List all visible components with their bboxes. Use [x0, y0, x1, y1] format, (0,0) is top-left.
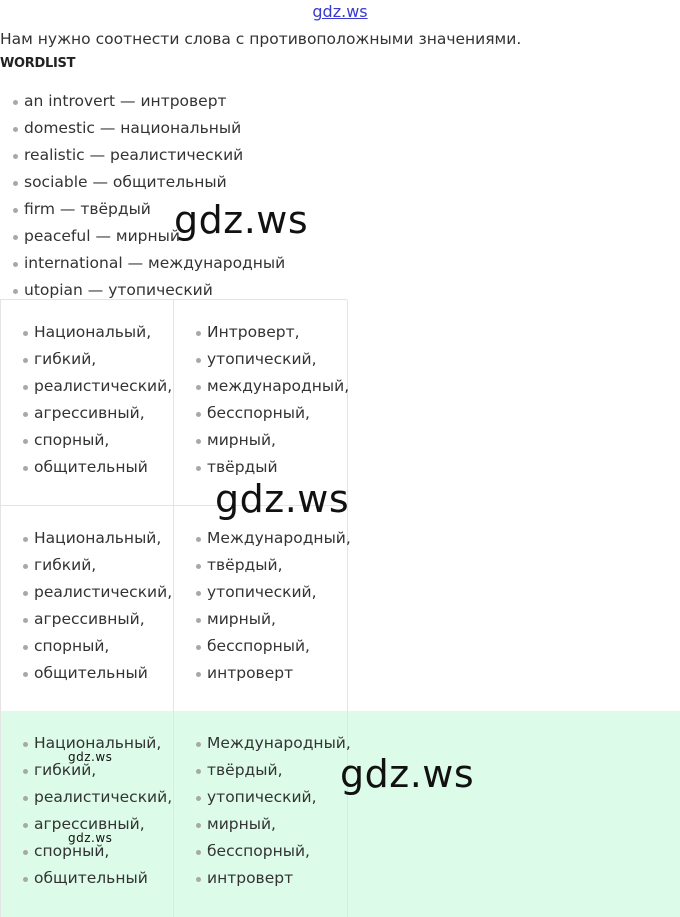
answer-item: интроверт: [183, 865, 351, 892]
answer-item: бесспорный,: [183, 633, 351, 660]
answer-item: агрессивный,: [10, 606, 172, 633]
site-link[interactable]: gdz.ws: [312, 2, 368, 21]
answer-item: реалистический,: [10, 373, 172, 400]
answer-item: реалистический,: [10, 579, 172, 606]
answer-item: интроверт: [183, 660, 351, 687]
answer-item: спорный,: [10, 838, 172, 865]
answer-column-left: [0, 506, 174, 712]
answer-item: твёрдый,: [183, 552, 351, 579]
answer-item: мирный,: [183, 606, 351, 633]
wordlist-item: international — международный: [0, 250, 285, 277]
answer-table-1: [0, 299, 350, 506]
answer-item: Национальный,: [10, 730, 172, 757]
answer-column-left: [0, 300, 174, 506]
wordlist-item: firm — твёрдый: [0, 196, 285, 223]
answer-item: мирный,: [183, 427, 349, 454]
answer-column-left: [0, 711, 174, 917]
watermark: gdz.ws: [215, 477, 350, 521]
answer-item: гибкий,: [10, 346, 172, 373]
answer-column-right: [173, 506, 351, 712]
watermark: gdz.ws: [68, 750, 113, 764]
wordlist-item: an introvert — интроверт: [0, 88, 285, 115]
watermark: gdz.ws: [340, 752, 475, 796]
answer-item: международный,: [183, 373, 349, 400]
answer-item: спорный,: [10, 633, 172, 660]
wordlist-item: domestic — национальный: [0, 115, 285, 142]
answer-item: утопический,: [183, 784, 351, 811]
answer-item: общительный: [10, 454, 172, 481]
answer-item: агрессивный,: [10, 811, 172, 838]
watermark: gdz.ws: [68, 831, 113, 845]
answer-item: общительный: [10, 865, 172, 892]
answer-column-right: [173, 300, 348, 506]
answer-empty-cell: [347, 711, 680, 917]
answer-item: мирный,: [183, 811, 351, 838]
answer-item: Национальый,: [10, 319, 172, 346]
wordlist-item: sociable — общительный: [0, 169, 285, 196]
answer-item: бесспорный,: [183, 838, 351, 865]
watermark: gdz.ws: [174, 198, 309, 242]
answer-item: общительный: [10, 660, 172, 687]
answer-item: твёрдый: [183, 454, 349, 481]
wordlist-item: peaceful — мирный: [0, 223, 285, 250]
answer-item: Национальный,: [10, 525, 172, 552]
wordlist-heading: WORDLIST: [0, 56, 76, 71]
wordlist-item: utopian — утопический: [0, 277, 285, 304]
wordlist: [0, 88, 285, 304]
answer-item: бесспорный,: [183, 400, 349, 427]
answer-item: твёрдый,: [183, 757, 351, 784]
answer-item: утопический,: [183, 346, 349, 373]
answer-item: Международный,: [183, 730, 351, 757]
answer-item: гибкий,: [10, 552, 172, 579]
answer-table-correct: [0, 711, 680, 917]
intro-text: Нам нужно соотнести слова с противоположными значениями.: [0, 30, 522, 48]
answer-item: гибкий,: [10, 757, 172, 784]
answer-item: спорный,: [10, 427, 172, 454]
wordlist-item: realistic — реалистический: [0, 142, 285, 169]
answer-item: агрессивный,: [10, 400, 172, 427]
answer-item: Международный,: [183, 525, 351, 552]
answer-item: утопический,: [183, 579, 351, 606]
answer-table-2: [0, 505, 351, 712]
answer-item: реалистический,: [10, 784, 172, 811]
answer-item: Интроверт,: [183, 319, 349, 346]
answer-column-right: [173, 711, 351, 917]
